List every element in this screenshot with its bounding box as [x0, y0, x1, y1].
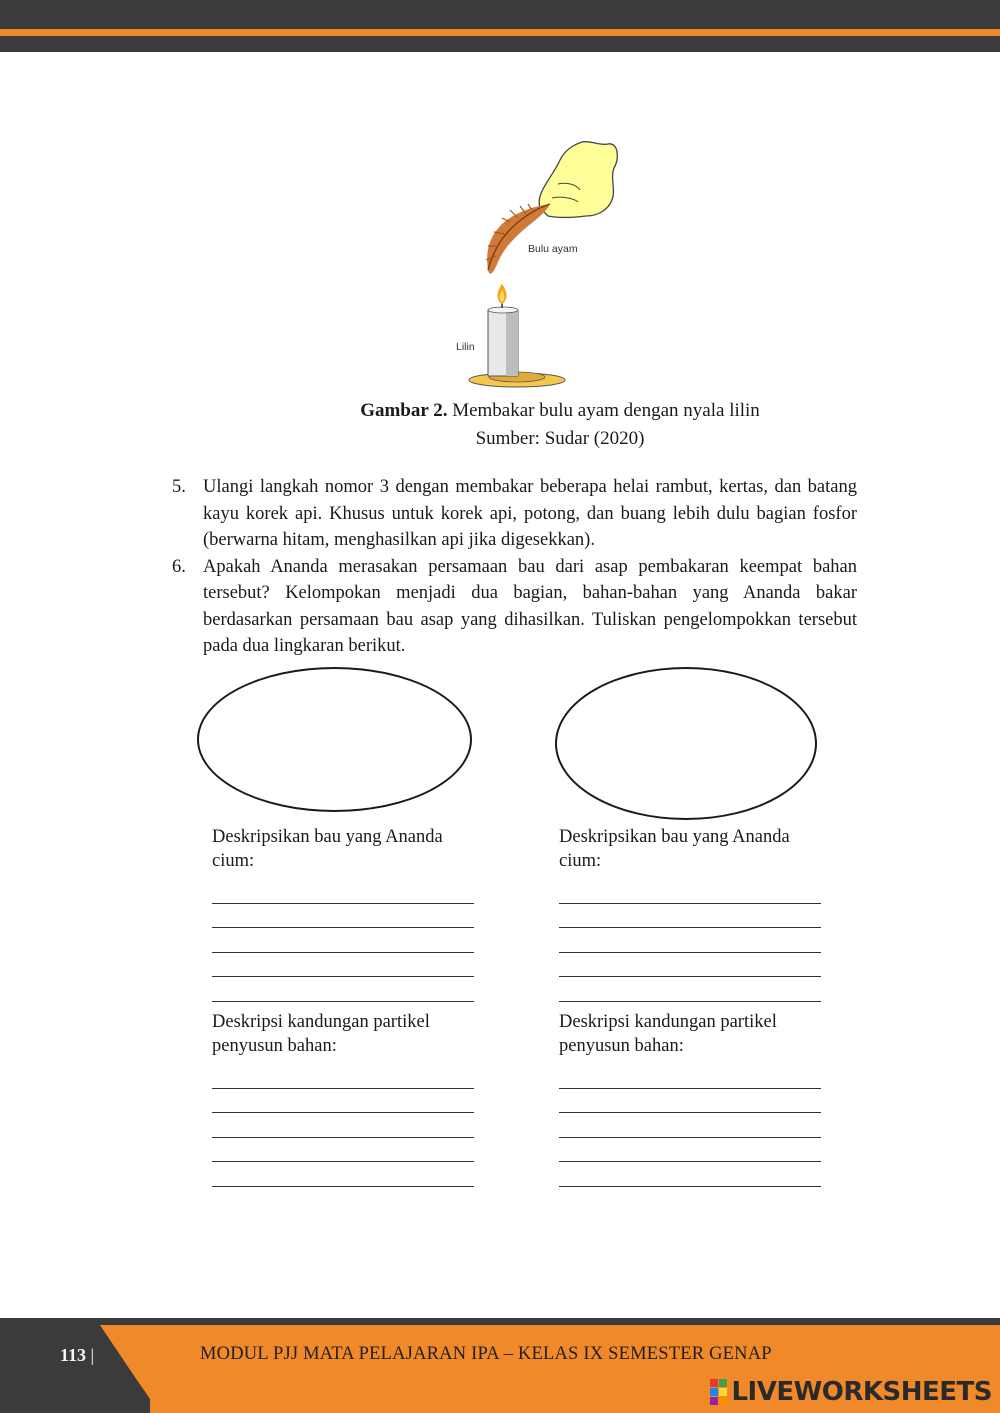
smell-label: Deskripsikan bau yang Ananda cium:: [559, 827, 790, 871]
answer-line[interactable]: [212, 1138, 474, 1163]
answer-line[interactable]: [559, 1064, 821, 1089]
liveworksheets-watermark[interactable]: [710, 1377, 992, 1407]
answer-line[interactable]: [559, 904, 821, 929]
answer-line[interactable]: [559, 879, 821, 904]
header-accent-stripe: [0, 29, 1000, 36]
answer-lines[interactable]: [559, 879, 829, 1002]
group-circle-right[interactable]: [555, 667, 817, 820]
answer-line[interactable]: [559, 1089, 821, 1114]
right-particle-section: [559, 1010, 829, 1187]
list-item: [172, 474, 857, 554]
answer-line[interactable]: [212, 1162, 474, 1187]
answer-lines[interactable]: [559, 1064, 829, 1187]
module-title: MODUL PJJ MATA PELAJARAN IPA – KELAS IX SEMESTER GENAP: [200, 1344, 772, 1364]
answer-line[interactable]: [212, 1113, 474, 1138]
answer-line[interactable]: [212, 879, 474, 904]
figure-caption: [60, 400, 1000, 422]
left-particle-section: [212, 1010, 482, 1187]
page-number-value: 113: [60, 1345, 87, 1365]
feather-label: Bulu ayam: [528, 243, 578, 255]
answer-line[interactable]: [559, 928, 821, 953]
answer-line[interactable]: [212, 904, 474, 929]
candle-icon: [469, 284, 565, 387]
answer-line[interactable]: [559, 1162, 821, 1187]
answer-lines[interactable]: [212, 1064, 482, 1187]
list-item-text: Ulangi langkah nomor 3 dengan membakar beberapa helai rambut, kertas, dan batang kayu korek api. Khusus untuk korek api, potong, dan buang lebih dulu bagian fosfor (berwarna hitam, menghasilkan api jika digesekkan).: [203, 477, 857, 550]
left-smell-section: [212, 825, 482, 1002]
particle-label: Deskripsi kandungan partikel penyusun bahan:: [212, 1012, 430, 1056]
liveworksheets-logo-icon: [710, 1379, 727, 1405]
answer-line[interactable]: [212, 1064, 474, 1089]
footer-bar: [0, 1318, 1000, 1413]
list-item: [172, 554, 857, 660]
feather-icon: [486, 204, 550, 274]
header-bar: [0, 0, 1000, 52]
answer-line[interactable]: [559, 1138, 821, 1163]
answer-line[interactable]: [212, 1089, 474, 1114]
candle-label: Lilin: [456, 341, 475, 353]
figure-caption-number: Gambar 2.: [360, 400, 448, 421]
instruction-list: [172, 474, 857, 660]
figure-source: Sumber: Sudar (2020): [475, 428, 645, 449]
hand-icon: [539, 142, 617, 218]
feather-candle-illustration: [440, 138, 620, 396]
answer-line[interactable]: [212, 977, 474, 1002]
answer-line[interactable]: [212, 953, 474, 978]
page-number-separator: |: [90, 1345, 95, 1365]
answer-line[interactable]: [559, 977, 821, 1002]
particle-label: Deskripsi kandungan partikel penyusun bahan:: [559, 1012, 777, 1056]
answer-line[interactable]: [212, 928, 474, 953]
figure-caption-text: Membakar bulu ayam dengan nyala lilin: [452, 400, 760, 421]
answer-line[interactable]: [559, 953, 821, 978]
group-circle-left[interactable]: [197, 667, 472, 812]
list-item-number: 5.: [172, 477, 186, 497]
right-smell-section: [559, 825, 829, 1002]
answer-lines[interactable]: [212, 879, 482, 1002]
list-item-text: Apakah Ananda merasakan persamaan bau dari asap pembakaran keempat bahan tersebut? Kelompokan menjadi dua bagian, bahan-bahan yang Ananda bakar berdasarkan persamaan bau asap yang dihasilkan. Tuliskan pengelompokkan tersebut pada dua lingkaran berikut.: [203, 556, 857, 656]
page-number: [60, 1345, 94, 1366]
list-item-number: 6.: [172, 556, 186, 577]
answer-line[interactable]: [559, 1113, 821, 1138]
smell-label: Deskripsikan bau yang Ananda cium:: [212, 827, 443, 871]
liveworksheets-text: LIVEWORKSHEETS: [731, 1377, 992, 1407]
